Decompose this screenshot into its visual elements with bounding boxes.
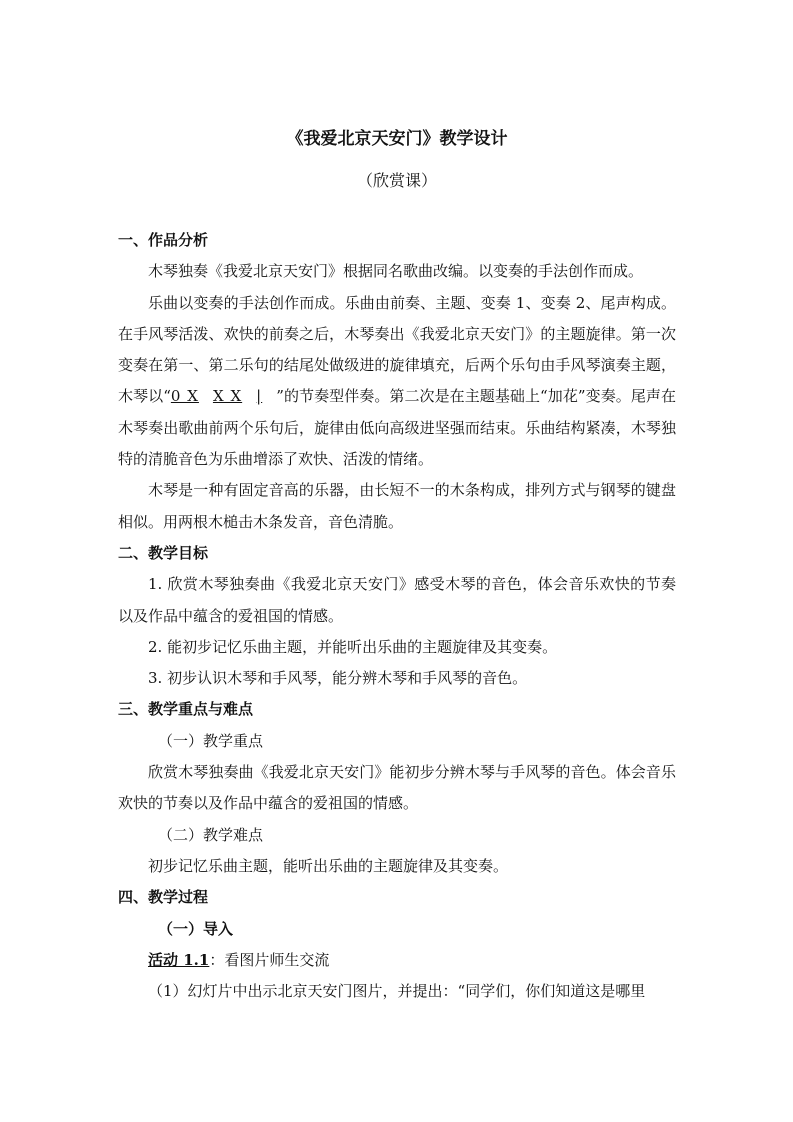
paragraph: 初步记忆乐曲主题，能听出乐曲的主题旋律及其变奏。 — [148, 856, 509, 875]
subsection-heading: （一）教学重点 — [158, 731, 264, 750]
activity-line — [118, 945, 676, 976]
rhythm-part: 0 X — [170, 387, 199, 406]
paragraph-text: 乐曲以变奏的手法创作而成。乐曲由前奏、主题、变奏 1、变奏 2、尾声构成。在手风琴活泼、欢快的前奏之后，木琴奏出《我爱北京天安门》的主题旋律。第一次变奏在第一、第二乐句的结尾处做级进的旋律填充，后两个乐句由手风琴演奏主题，木琴以“ — [118, 293, 676, 406]
paragraph-text: ”的节奏型伴奏。第二次是在主题基础上“加花”变奏。尾声在木琴奏出歌曲前两个乐句后，旋律由低向高级进坚强而结束。乐曲结构紧凑，木琴独特的清脆音色为乐曲增添了欢快、活泼的情绪。 — [118, 387, 676, 469]
subsection-heading: （一）导入 — [158, 919, 234, 938]
rhythm-bar: | — [256, 387, 263, 406]
paragraph: （1）幻灯片中出示北京天安门图片，并提出：“同学们，你们知道这是哪里 — [148, 982, 646, 1001]
document-body — [118, 225, 676, 1007]
section-heading-goals: 二、教学目标 — [118, 543, 209, 562]
rhythm-notation — [171, 387, 276, 405]
activity-text: ：看图片师生交流 — [209, 950, 330, 969]
list-item: 3. 初步认识木琴和手风琴，能分辨木琴和手风琴的音色。 — [148, 669, 528, 688]
section-heading-process: 四、教学过程 — [118, 888, 209, 907]
activity-label: 活动 1.1 — [148, 950, 210, 969]
section-heading-focus: 三、教学重点与难点 — [118, 700, 254, 719]
paragraph: 木琴是一种有固定音高的乐器，由长短不一的木条构成，排列方式与钢琴的键盘相似。用两根木槌击木条发音，音色清脆。 — [118, 481, 676, 531]
paragraph: 欣赏木琴独奏曲《我爱北京天安门》能初步分辨木琴与手风琴的音色。体会音乐欢快的节奏以及作品中蕴含的爱祖国的情感。 — [118, 763, 676, 813]
paragraph-structure — [118, 288, 676, 476]
list-item: 1. 欣赏木琴独奏曲《我爱北京天安门》感受木琴的音色，体会音乐欢快的节奏以及作品中蕴含的爱祖国的情感。 — [118, 575, 676, 625]
document-subtitle: （欣赏课） — [356, 171, 437, 190]
subsection-heading: （二）教学难点 — [158, 825, 264, 844]
document-title: 《我爱北京天安门》教学设计 — [286, 129, 508, 149]
list-item: 2. 能初步记忆乐曲主题，并能听出乐曲的主题旋律及其变奏。 — [148, 637, 558, 656]
paragraph: 木琴独奏《我爱北京天安门》根据同名歌曲改编。以变奏的手法创作而成。 — [148, 262, 644, 281]
rhythm-part: X X — [212, 387, 243, 406]
section-heading-analysis: 一、作品分析 — [118, 231, 209, 249]
